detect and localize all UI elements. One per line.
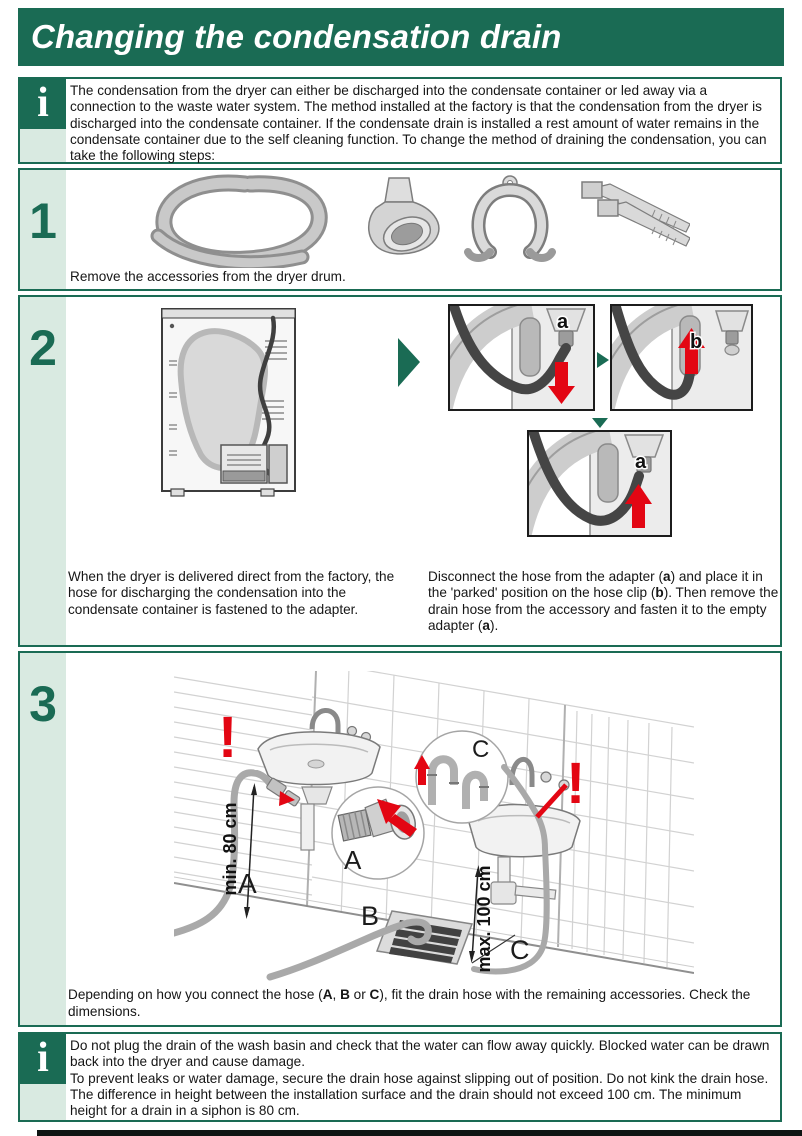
detail-label-b: b: [690, 331, 703, 353]
step3-box: [18, 651, 782, 1027]
arrow-right-icon: [398, 338, 420, 387]
warning-exclamation-2: !: [566, 751, 586, 816]
accessories-illustration: [150, 172, 690, 268]
drain-hose-coil-icon: [158, 183, 319, 263]
step3-caption: Depending on how you connect the hose (A, B or C), fit the drain hose with the remaining accessories. Check the dimensions.: [68, 987, 751, 1019]
info-icon: [20, 79, 66, 129]
page-title: Changing the condensation drain: [18, 8, 784, 66]
inset-adapter-a: [332, 787, 424, 879]
step3-strip: [20, 653, 66, 1025]
arrow-right-small-icon: [597, 352, 609, 368]
label-max-100cm: max. 100 cm: [474, 865, 494, 973]
dryer-rear-illustration: [161, 305, 296, 497]
step2-number: 2: [29, 320, 57, 376]
intro-note-strip: [20, 79, 66, 162]
inset-label-a: A: [344, 845, 362, 875]
closing-note-box: [18, 1032, 782, 1122]
page-footer-bar: [37, 1130, 802, 1136]
step1-box: [18, 168, 782, 291]
inset-label-c: C: [472, 736, 490, 763]
step2-text-left: When the dryer is delivered direct from the factory, the hose for discharging the condensation into the condensate container is fastened to the adapter.: [68, 569, 395, 617]
step1-strip: [20, 170, 66, 289]
step2-box: [18, 295, 782, 647]
info-icon: [20, 1034, 66, 1084]
cable-ties-icon: [582, 182, 690, 246]
intro-note-box: [18, 77, 782, 164]
label-min-80cm: min. 80 cm: [220, 802, 240, 896]
warning-exclamation-1: !: [218, 705, 238, 770]
closing-note-para2: To prevent leaks or water damage, secure the drain hose against slipping out of position. Do not kink the drain hose. The difference in height between the installation surface and the drain should not exceed 100 cm. The minimum height for a drain in a siphon is 80 cm.: [70, 1070, 769, 1119]
step2-strip: [20, 297, 66, 645]
inset-siphon-c: [414, 731, 508, 823]
adapter-icon: [369, 178, 439, 257]
drain-connection-illustration: [174, 671, 694, 986]
step2-detail-a-fasten: [527, 430, 672, 537]
detail-label-a: a: [557, 311, 569, 333]
step1-caption: Remove the accessories from the dryer drum.: [70, 268, 346, 284]
label-hose-b: B: [361, 901, 380, 931]
closing-note-strip: [20, 1034, 66, 1120]
step2-detail-a-disconnect: [448, 304, 595, 411]
detail-label-a2: a: [635, 451, 647, 473]
step2-detail-b-park: [610, 304, 753, 411]
closing-note-para1: Do not plug the drain of the wash basin and check that the water can flow away quickly. Blocked water can be drawn back into the dryer and cause damage.: [70, 1038, 770, 1070]
hose-clip-icon: [468, 176, 552, 258]
step2-text-right: Disconnect the hose from the adapter (a) and place it in the 'parked' position on the hose clip (b). Then remove the drain hose from the accessory and fasten it to the empty adapter (a).: [428, 569, 779, 633]
info-icon-glyph: i: [37, 79, 49, 126]
intro-note-text: The condensation from the dryer can either be discharged into the condensate container or led away via a connection to the waste water system. The method installed at the factory is that the condensation from the dryer is discharged into the condensate container. If the condensate drain is installed a rest amount of water remains in the condensate container due to the self cleaning function. To change the method of draining the condensation, you can take the following steps:: [70, 83, 767, 164]
label-hose-c: C: [510, 935, 530, 965]
step3-number: 3: [29, 676, 57, 732]
arrow-down-small-icon: [592, 418, 608, 428]
step1-number: 1: [29, 193, 57, 249]
info-icon-glyph: i: [37, 1034, 49, 1081]
label-hose-a: A: [238, 868, 257, 899]
